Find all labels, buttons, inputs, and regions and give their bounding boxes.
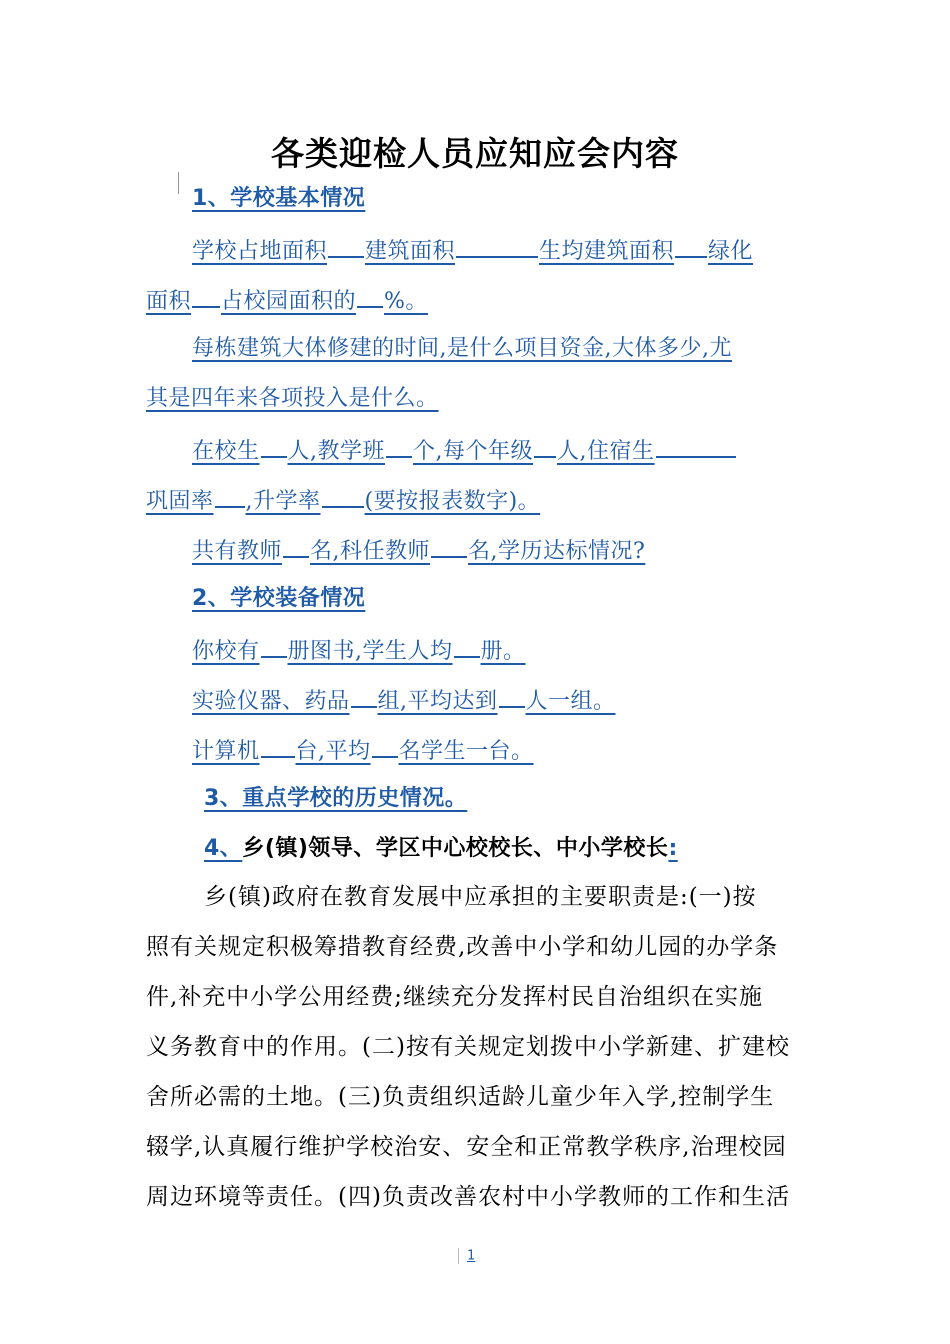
text-span: 你校有 bbox=[192, 639, 260, 664]
section1-line4[interactable]: 其是四年来各项投入是什么。 bbox=[146, 386, 439, 411]
text-span: 建筑面积 bbox=[365, 239, 456, 264]
blank-field[interactable] bbox=[357, 284, 383, 308]
section2-line2[interactable] bbox=[192, 684, 616, 717]
section1-line5[interactable] bbox=[192, 434, 737, 467]
blank-field[interactable] bbox=[499, 684, 525, 708]
footer-separator bbox=[458, 1248, 459, 1264]
section4-body-line: 件,补充中小学公用经费;继续充分发挥村民自治组织在实施 bbox=[146, 984, 764, 1010]
blank-field[interactable] bbox=[372, 734, 398, 758]
section1-heading[interactable]: 1、学校基本情况 bbox=[192, 186, 366, 211]
section2-line1[interactable] bbox=[192, 634, 526, 667]
blank-field[interactable] bbox=[431, 534, 467, 558]
blank-field[interactable] bbox=[328, 234, 364, 258]
blank-field[interactable] bbox=[351, 684, 377, 708]
section2-heading[interactable]: 2、学校装备情况 bbox=[192, 586, 366, 611]
blank-field[interactable] bbox=[261, 634, 287, 658]
text-span: 占校园面积的 bbox=[221, 289, 357, 314]
section4-body-line: 照有关规定积极筹措教育经费,改善中小学和幼儿园的办学条 bbox=[146, 934, 779, 960]
section1-line6[interactable] bbox=[146, 484, 540, 517]
text-span: 共有教师 bbox=[192, 539, 283, 564]
blank-field[interactable] bbox=[454, 634, 480, 658]
document-title: 各类迎检人员应知应会内容 bbox=[271, 134, 679, 173]
section2-line3[interactable] bbox=[192, 734, 534, 767]
text-span: 学校占地面积 bbox=[192, 239, 328, 264]
margin-mark bbox=[178, 172, 179, 194]
text-span: 名学生一台。 bbox=[398, 739, 534, 764]
section1-line3[interactable]: 每栋建筑大体修建的时间,是什么项目资金,大体多少,尤 bbox=[192, 336, 732, 361]
text-span: 计算机 bbox=[192, 739, 260, 764]
text-span: 名,科任教师 bbox=[310, 539, 431, 564]
text-span: 在校生 bbox=[192, 439, 260, 464]
text-span: 册。 bbox=[480, 639, 526, 664]
blank-field[interactable] bbox=[261, 734, 295, 758]
blank-field[interactable] bbox=[322, 484, 364, 508]
text-span: 台,平均 bbox=[295, 739, 371, 764]
text-span: 人,住宿生 bbox=[557, 439, 655, 464]
blank-field[interactable] bbox=[261, 434, 287, 458]
blank-field[interactable] bbox=[456, 234, 538, 258]
blank-field[interactable] bbox=[656, 434, 736, 458]
blank-field[interactable] bbox=[192, 284, 220, 308]
section4-suffix[interactable]: : bbox=[668, 836, 678, 861]
blank-field[interactable] bbox=[386, 434, 412, 458]
text-span: %。 bbox=[384, 289, 428, 314]
blank-field[interactable] bbox=[283, 534, 309, 558]
section3-heading[interactable]: 3、重点学校的历史情况。 bbox=[204, 786, 468, 811]
section4-number[interactable]: 4、 bbox=[204, 836, 243, 861]
section1-line1[interactable] bbox=[192, 234, 753, 267]
text-span: 组,平均达到 bbox=[377, 689, 498, 714]
section4-body-line: 周边环境等责任。(四)负责改善农村中小学教师的工作和生活 bbox=[146, 1184, 790, 1210]
section4-body-line: 义务教育中的作用。(二)按有关规定划拨中小学新建、扩建校 bbox=[146, 1034, 790, 1060]
section4-body-line: 辍学,认真履行维护学校治安、安全和正常教学秩序,治理校园 bbox=[146, 1134, 787, 1160]
section4-title: 乡(镇)领导、学区中心校校长、中小学校长 bbox=[242, 836, 669, 861]
blank-field[interactable] bbox=[534, 434, 556, 458]
page-number: 1 bbox=[467, 1248, 476, 1264]
page-footer bbox=[458, 1248, 475, 1264]
section4-body-line: 乡(镇)政府在教育发展中应承担的主要职责是:(一)按 bbox=[204, 884, 757, 910]
text-span: 人一组。 bbox=[525, 689, 616, 714]
blank-field[interactable] bbox=[215, 484, 245, 508]
text-span: ,升学率 bbox=[245, 489, 321, 514]
text-span: 册图书,学生人均 bbox=[287, 639, 453, 664]
section1-line7[interactable] bbox=[192, 534, 645, 567]
section1-line2[interactable] bbox=[146, 284, 428, 317]
text-span: 绿化 bbox=[708, 239, 754, 264]
section4-body-line: 舍所必需的土地。(三)负责组织适龄儿童少年入学,控制学生 bbox=[146, 1084, 775, 1110]
text-span: 名,学历达标情况? bbox=[468, 539, 646, 564]
blank-field[interactable] bbox=[675, 234, 707, 258]
text-span: 个,每个年级 bbox=[413, 439, 534, 464]
text-span: 人,教学班 bbox=[287, 439, 386, 464]
text-span: 巩固率 bbox=[146, 489, 214, 514]
text-span: 生均建筑面积 bbox=[539, 239, 675, 264]
section4-heading bbox=[204, 834, 678, 864]
text-span: 面积 bbox=[146, 289, 192, 314]
text-span: (要按报表数字)。 bbox=[364, 489, 541, 514]
text-span: 实验仪器、药品 bbox=[192, 689, 350, 714]
